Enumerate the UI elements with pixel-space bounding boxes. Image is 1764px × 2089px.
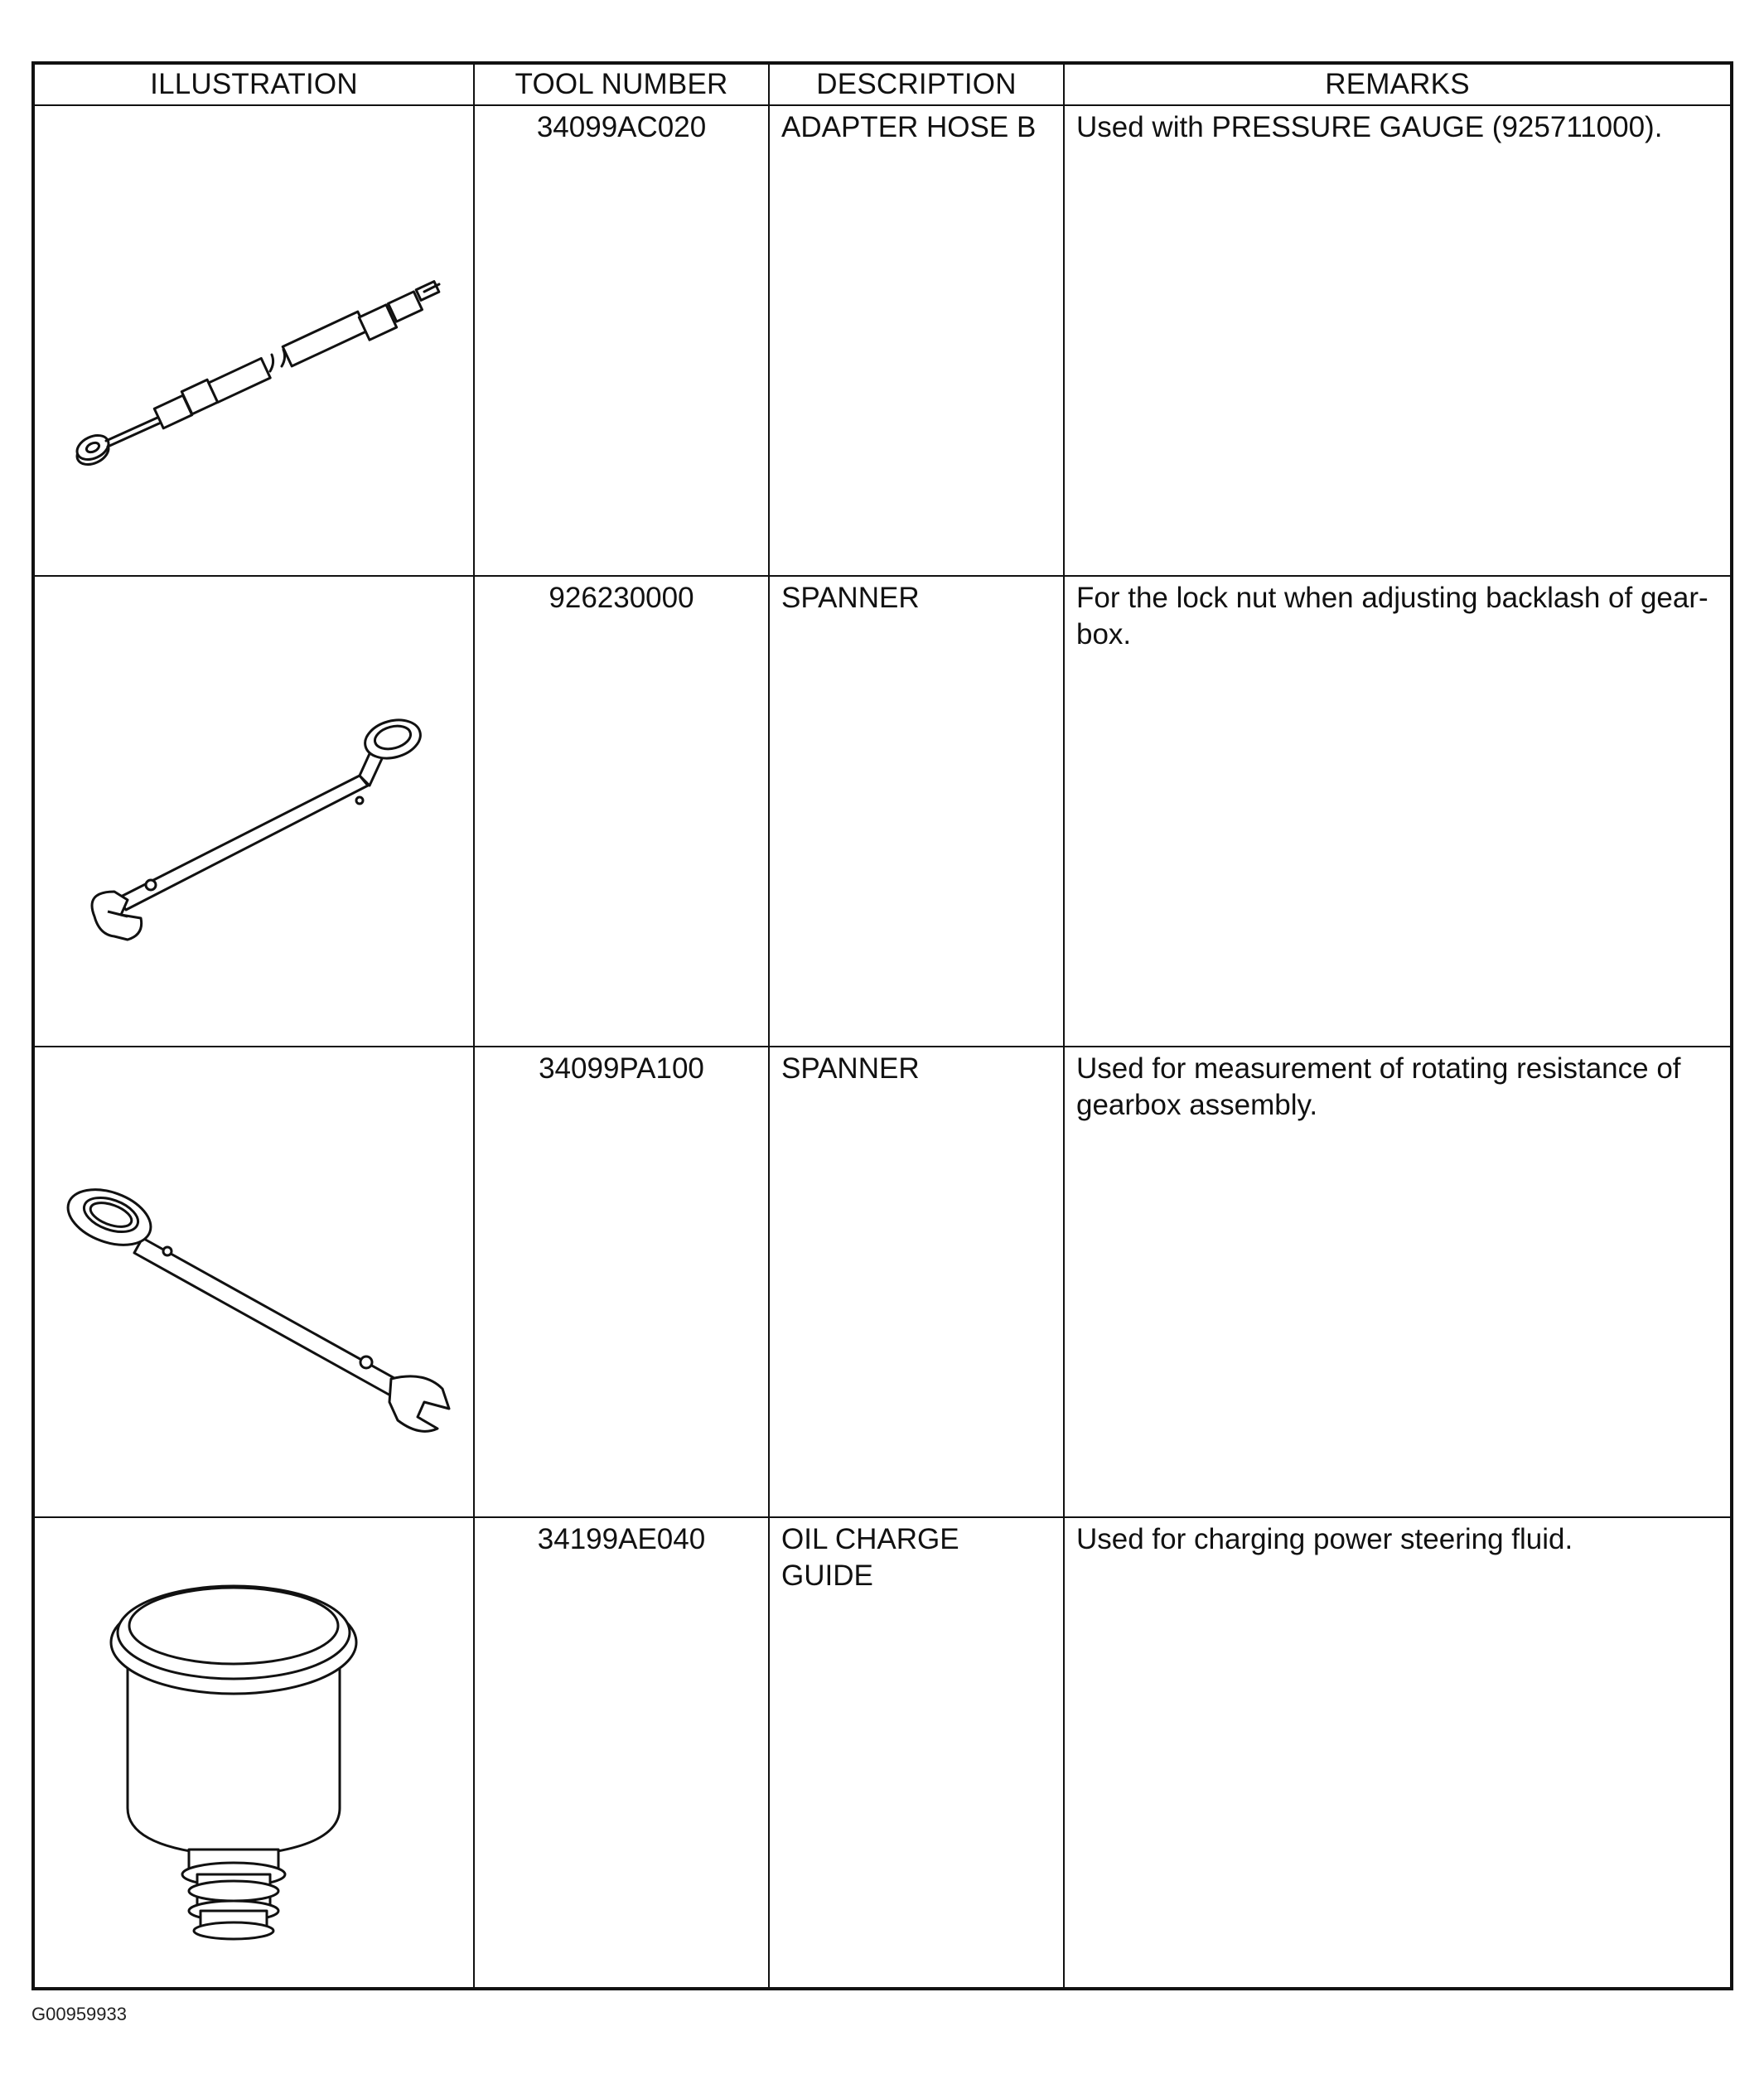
table-row xyxy=(33,105,1732,576)
header-illustration: ILLUSTRATION xyxy=(33,63,474,105)
illustration-cell xyxy=(33,576,474,1047)
description-cell xyxy=(769,576,1064,1047)
figure-code: G00959933 xyxy=(31,2004,127,2024)
header-description: DESCRIPTION xyxy=(769,63,1064,105)
remarks-cell xyxy=(1064,576,1732,1047)
remarks-cell xyxy=(1064,105,1732,576)
tool-description: ADAPTER HOSE B xyxy=(781,111,1037,143)
special-tools-table xyxy=(31,61,1733,1990)
tool-description: SPANNER xyxy=(781,1052,920,1085)
tool-remarks: For the lock nut when adjusting backlash of gear-box. xyxy=(1076,582,1708,650)
adapter-hose-icon xyxy=(35,106,476,575)
description-cell xyxy=(769,1517,1064,1989)
table-row xyxy=(33,1517,1732,1989)
tool-number: 34199AE040 xyxy=(537,1523,706,1555)
header-tool-number: TOOL NUMBER xyxy=(474,63,769,105)
tool-number-cell xyxy=(474,1517,769,1989)
tool-remarks: Used for charging power steering fluid. xyxy=(1076,1523,1573,1555)
spanner-bent-icon xyxy=(35,577,476,1046)
illustration-cell xyxy=(33,1517,474,1989)
tool-number-cell xyxy=(474,576,769,1047)
illustration-cell xyxy=(33,105,474,576)
tool-description: OIL CHARGE GUIDE xyxy=(781,1523,959,1592)
tool-remarks: Used with PRESSURE GAUGE (925711000). xyxy=(1076,111,1663,143)
remarks-cell xyxy=(1064,1047,1732,1517)
tool-number: 34099AC020 xyxy=(536,111,707,143)
table-row xyxy=(33,1047,1732,1517)
illustration-cell xyxy=(33,1047,474,1517)
description-cell xyxy=(769,105,1064,576)
tool-number: 34099PA100 xyxy=(539,1052,704,1085)
description-cell xyxy=(769,1047,1064,1517)
tool-number-cell xyxy=(474,1047,769,1517)
tool-description: SPANNER xyxy=(781,582,920,614)
tool-number-cell xyxy=(474,105,769,576)
tool-remarks: Used for measurement of rotating resistance of gearbox assembly. xyxy=(1076,1052,1681,1121)
header-remarks: REMARKS xyxy=(1064,63,1732,105)
remarks-cell xyxy=(1064,1517,1732,1989)
tool-number: 926230000 xyxy=(549,582,694,614)
table-row xyxy=(33,576,1732,1047)
header-row xyxy=(33,63,1732,105)
oil-charge-guide-icon xyxy=(35,1518,476,1987)
spanner-combination-icon xyxy=(35,1047,476,1516)
